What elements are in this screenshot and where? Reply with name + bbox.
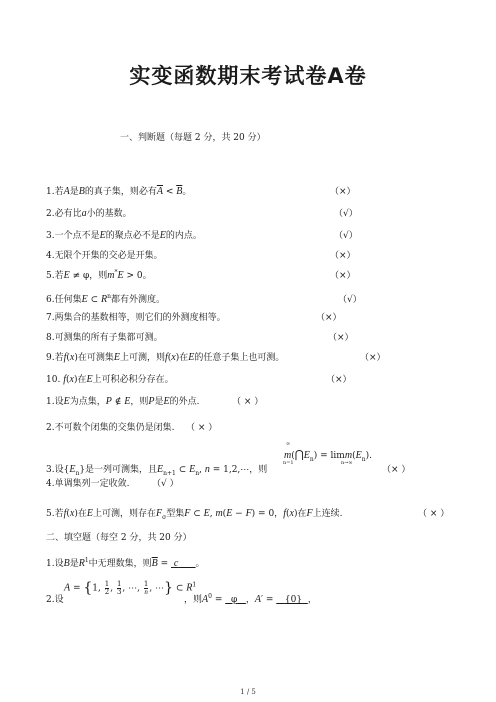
fill-answer-1: c bbox=[173, 558, 179, 569]
question-15: 5.若f(x)在E上可测，则存在$F_\sigma$型集F ⊂ E, m(E − F) = 0，f(x)在F上连续. bbox=[46, 508, 343, 521]
fill-question-1: 1.设B是$R^1$中无理数集，则$\overline{B} = c$ 。 bbox=[46, 557, 205, 569]
intersection-lower-limit: n=1 bbox=[283, 460, 294, 466]
fill-question-2-blanks: ，则$A^0 = \varphi$ ，A′ = {0} ， bbox=[184, 593, 317, 605]
question-10: 10. f(x)在E上可积必积分存在。 bbox=[46, 374, 174, 385]
answer-10: （×） bbox=[326, 375, 352, 385]
answer-1: （×） bbox=[330, 187, 356, 197]
fill-answer-2b: {0} bbox=[284, 595, 303, 605]
fill-question-2 bbox=[46, 579, 317, 605]
lim-subscript: n→∞ bbox=[341, 460, 353, 466]
answer-7: （×） bbox=[316, 313, 342, 323]
page-number: 1 / 5 bbox=[240, 688, 256, 696]
set-definition: A = {1, $\frac{1}{2}$ , $\frac{1}{3}$ , ⋯, $\frac{1}{n}$ , ⋯} ⊂ $R^1$ bbox=[64, 579, 197, 596]
answer-3: （√） bbox=[334, 231, 358, 241]
fill-answer-2a: φ bbox=[230, 595, 238, 605]
question-3: 3.一个点不是E的聚点必不是E的内点。 bbox=[46, 230, 202, 241]
answer-2: （√） bbox=[334, 209, 358, 219]
question-13-formula: $m(⋂E_n) = \lim m(E_n)$. bbox=[284, 448, 372, 463]
answer-9: （×） bbox=[360, 353, 386, 363]
page-title: 实变函数期末考试卷A卷 bbox=[129, 64, 367, 88]
answer-6: （√） bbox=[338, 295, 362, 305]
question-8: 8.可测集的所有子集都可测。 bbox=[46, 333, 163, 343]
answer-5: （×） bbox=[330, 271, 356, 281]
answer-15: （ × ） bbox=[418, 509, 450, 519]
question-4: 4.无限个开集的交必是开集。 bbox=[46, 251, 163, 261]
question-6: 6.任何集E ⊂ $R^n$都有外测度。 bbox=[46, 293, 165, 305]
question-1: 1.若A是B的真子集，则必有$\overline{A} < \overline{B}$。 bbox=[46, 186, 192, 197]
answer-12: （ × ） bbox=[186, 423, 218, 433]
question-9: 9.若f(x)在可测集E上可测，则f(x)在E的任意子集上也可测。 bbox=[46, 352, 285, 363]
question-11: 1.设E为点集，P ∉ E，则P是E的外点. bbox=[46, 396, 200, 407]
section-heading-judgement: 一、判断题（每题 2 分，共 20 分） bbox=[120, 133, 266, 143]
intersection-upper-limit: ∞ bbox=[286, 441, 291, 447]
fill-question-2-lead: 2.设 bbox=[46, 595, 64, 605]
question-13: 3.设$\{E_n\}$是一列可测集，且$E_{n+1}$ ⊂ $E_n$, n = 1,2,⋯，则 bbox=[46, 464, 268, 477]
answer-13: （× ） bbox=[382, 465, 411, 475]
question-2: 2.必有比a小的基数。 bbox=[46, 208, 132, 219]
question-12: 2.不可数个闭集的交集仍是闭集. bbox=[46, 423, 175, 433]
question-7: 7.两集合的基数相等，则它们的外测度相等。 bbox=[46, 313, 226, 323]
question-5: 5.若E ≠ φ，则m*E > 0。 bbox=[46, 269, 152, 281]
answer-4: （×） bbox=[330, 251, 356, 261]
question-14: 4.单调集列一定收敛. bbox=[46, 479, 130, 489]
section-heading-fill-in: 二、填空题（每空 2 分，共 20 分） bbox=[46, 533, 192, 543]
answer-14: （√ ） bbox=[152, 479, 179, 489]
answer-11: （ × ） bbox=[232, 397, 264, 407]
answer-8: （×） bbox=[328, 333, 354, 343]
